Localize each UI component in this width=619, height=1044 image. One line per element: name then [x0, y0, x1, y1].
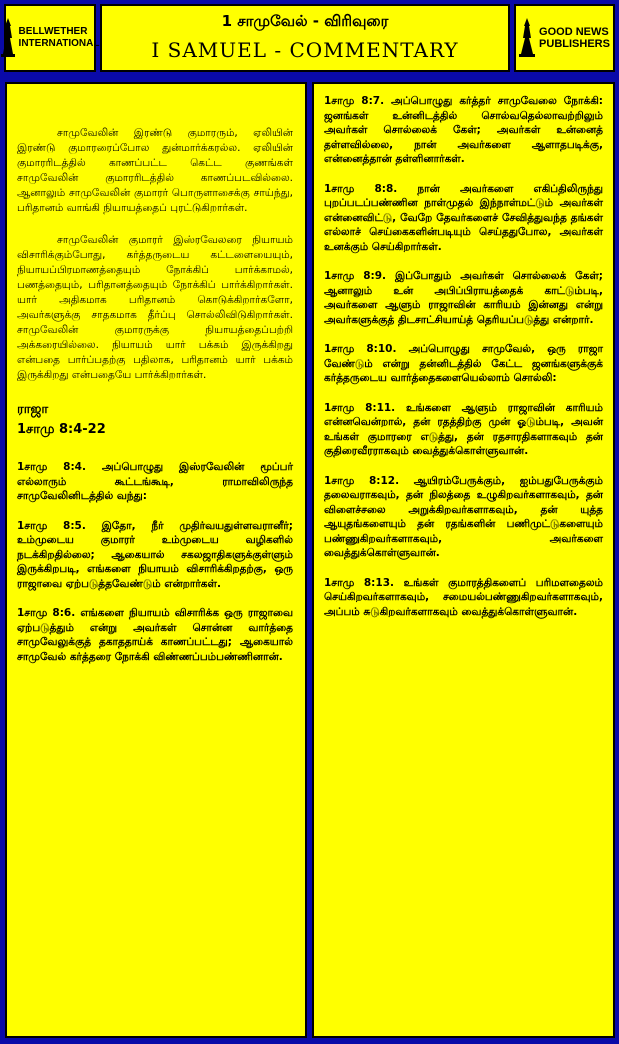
section-heading	[17, 400, 293, 440]
title-tamil: 1 சாமுவேல் - விரிவுரை	[221, 12, 389, 30]
good-news-logo-icon	[519, 18, 535, 58]
good-news-logo	[514, 4, 615, 72]
bellwether-logo-icon	[1, 18, 15, 58]
verse-8-5: 1சாமு 8:5. இதோ, நீர் முதிர்வயதுள்ளவரானீர்; உம்முடைய குமாரர் உம்முடைய வழிகளில் நடக்கிறதில்லை; ஆகையால் சகலஜாதிகளுக்குள்ளும் இருக்கிறபடி, எங்களை நியாயம் விசாரிக்கிறதற்கு, ஒரு ராஜாவை ஏற்படுத்தவேண்டும் என்றார்கள்.	[17, 519, 293, 590]
commentary-paragraph: சாமுவேலின் குமாரர் இஸ்ரவேலரை நியாயம் விசாரிக்கும்போது, கர்த்தருடைய கட்டளையையும், நியாயப்பிரமாணத்தையும் நோக்கிப் பார்க்காமல், பணத்தையும், பரிதானத்தையும் நோக்கிப் பார்க்கிறார்கள். யார் அதிகமாக பரிதானம் கொடுக்கிறார்களோ, அவர்களுக்கு சாதகமாக தீர்ப்பு சொல்லிவிடுகிறார்கள். சாமுவேலின் குமாரருக்கு நியாயத்தைப்பற்றி அக்கரையில்லை. நியாயம் யார் பக்கம் இருக்கிறது என்பதை பார்ப்பதற்கு பதிலாக, பரிதானம் யார் பக்கம் இருக்கிறது என்பதையே பார்க்கிறார்கள்.	[17, 234, 293, 381]
commentary-paragraph: சாமுவேலின் இரண்டு குமாரரும், ஏலியின் இரண்டு குமாரரைப்போல துன்மார்க்கரல்ல. ஏலியின் குமாரரிடத்தில் காணப்பட்ட கெட்ட குணங்கள் சாமுவேலின் குமாரரிடத்தில் காணப்படவில்லை. ஆனாலும் சாமுவேலின் குமாரர் பொருளாசைக்கு சாய்ந்து, பரிதானம் வாங்கி நியாயத்தைப் புரட்டுகிறார்கள்.	[17, 127, 293, 214]
verse-8-4: 1சாமு 8:4. அப்பொழுது இஸ்ரவேலின் மூப்பர் எல்லாரும் கூட்டங்கூடி, ராமாவிலிருந்த சாமுவேலினிடத்தில் வந்து:	[17, 461, 293, 502]
verse-8-13: 1சாமு 8:13. உங்கள் குமாரத்திகளைப் பரிமளதைலம் செய்கிறவர்களாகவும், சமையல்பண்ணுகிறவர்களாகவும், அப்பம் சுடுகிறவர்களாகவும் வைத்துக்கொள்ளுவான்.	[324, 576, 603, 618]
logo-right-line2: PUBLISHERS	[539, 38, 610, 50]
verse-8-7: 1சாமு 8:7. அப்பொழுது கர்த்தர் சாமுவேலை நோக்கி: ஜனங்கள் உன்னிடத்தில் சொல்வதெல்லாவற்றிலும் அவர்கள் சொல்லைக் கேள்; அவர்கள் உன்னைத் தள்ளவில்லை, நான் அவர்களை ஆளாதபடிக்கு, என்னைத்தான் தள்ளினார்கள்.	[324, 95, 603, 165]
left-column	[5, 82, 307, 1038]
verse-8-11: 1சாமு 8:11. உங்களை ஆளும் ராஜாவின் காரியம் என்னவென்றால், தன் ரதத்திற்கு முன் ஓடும்படி, அவன் உங்கள் குமாரரை எடுத்து, தன் ரதசாரதிகளாகவும் தன் குதிரைவீரராகவும் வைத்துக்கொள்ளுவான்.	[324, 401, 603, 457]
right-column	[312, 82, 615, 1038]
bellwether-logo	[4, 4, 100, 72]
logo-left-line1: BELLWETHER	[18, 26, 88, 37]
title-english: I SAMUEL - COMMENTARY	[151, 38, 459, 62]
verse-8-9: 1சாமு 8:9. இப்போதும் அவர்கள் சொல்லைக் கேள்; ஆனாலும் உன் அபிப்பிராயத்தைக் காட்டும்படி, அவர்களை ஆளும் ராஜாவின் காரியம் இன்னது என்று அவர்களுக்குத் திடசாட்சியாய்த் தெரியப்படுத்து என்றார்.	[324, 270, 603, 326]
verse-8-6: 1சாமு 8:6. எங்களை நியாயம் விசாரிக்க ஒரு ராஜாவை ஏற்படுத்தும் என்று அவர்கள் சொன்ன வார்த்தை சாமுவேலுக்குத் தகாததாய்க் காணப்பட்டது; ஆகையால் சாமுவேல் கர்த்தரை நோக்கி விண்ணப்பம்பண்ணினான்.	[17, 607, 293, 663]
logo-right-line1: GOOD NEWS	[539, 26, 609, 38]
page-title	[100, 4, 510, 72]
logo-left-line2: INTERNATIONAL	[18, 38, 100, 49]
section-heading-reference: 1சாமு 8:4-22	[17, 422, 106, 437]
verse-8-8: 1சாமு 8:8. நான் அவர்களை எகிப்திலிருந்து புறப்படப்பண்ணின நாள்முதல் இந்நாள்மட்டும் அவர்கள் என்னைவிட்டு, வேறே தேவர்களைச் சேவித்துவந்த தங்கள் எல்லாச் செய்கைகளின்படியும் செய்ததுபோல, அவர்கள் உனக்கும் செய்கிறார்கள்.	[324, 182, 603, 253]
verse-8-10: 1சாமு 8:10. அப்பொழுது சாமுவேல், ஒரு ராஜா வேண்டும் என்று தன்னிடத்தில் கேட்ட ஜனங்களுக்குக் கர்த்தருடைய வார்த்தைகளையெல்லாம் சொல்லி:	[324, 343, 603, 384]
verse-8-12: 1சாமு 8:12. ஆயிரம்பேருக்கும், ஐம்பதுபேருக்கும் தலைவராகவும், தன் நிலத்தை உழுகிறவர்களாகவும், தன் விளைச்சலை அறுக்கிறவர்களாகவும், தன் யுத்த ஆயுதங்களையும் தன் ரதங்களின் பணிமுட்டுகளையும் பண்ணுகிறவர்களாகவும், அவர்களை வைத்துக்கொள்ளுவான்.	[324, 474, 603, 559]
section-heading-title: ராஜா	[17, 402, 49, 417]
